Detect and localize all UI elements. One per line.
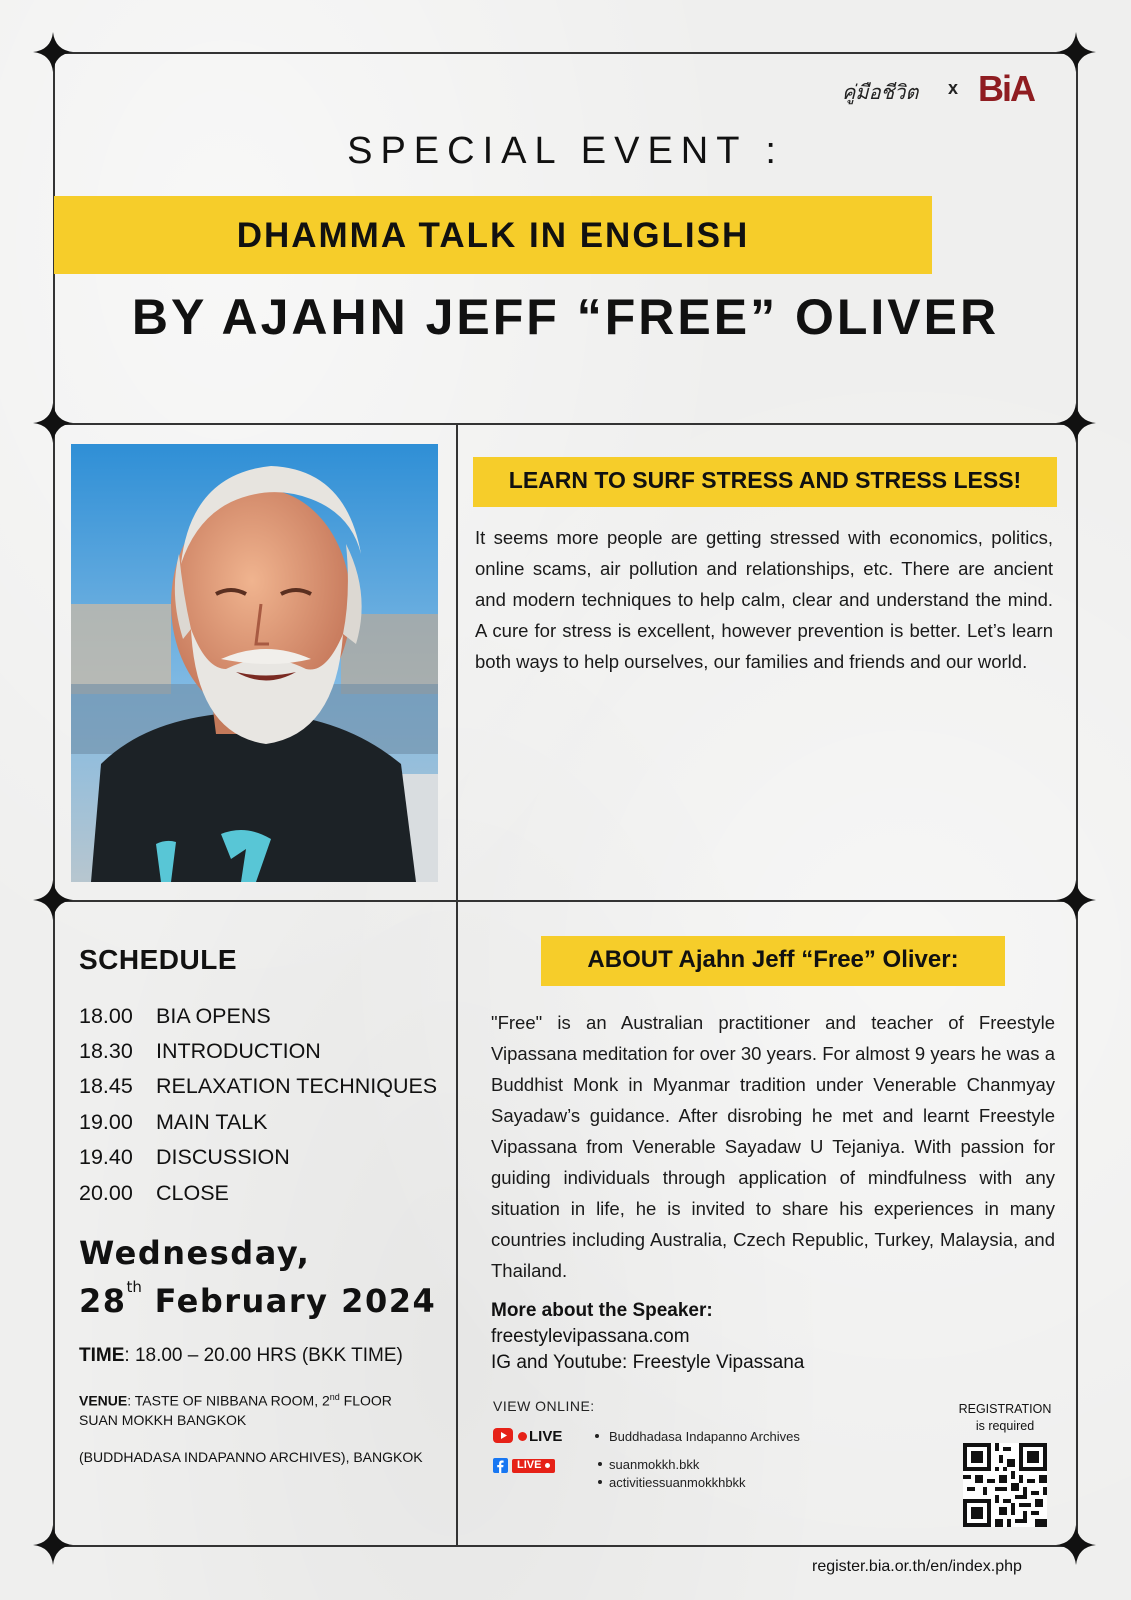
learn-body: It seems more people are getting stressed with economics, politics, online scams, air pollution and relationships, etc. There are ancient and modern techniques to help calm, clear and understand the mind. A cure for stress is excellent, however prevention is better. Let’s learn both ways to help ourselves, our families and friends and our world.: [475, 527, 1053, 672]
sparkle-star-icon: [33, 1525, 73, 1565]
sparkle-star-icon: [1056, 1525, 1096, 1565]
sparkle-star-icon: [1056, 403, 1096, 443]
sparkle-star-icon: [33, 403, 73, 443]
event-month-year: February 2024: [154, 1282, 437, 1320]
schedule-time: 20.00: [79, 1181, 133, 1205]
venue-line-1: [79, 1392, 392, 1409]
bullet-icon: [598, 1462, 602, 1466]
venue-value-2: FLOOR: [339, 1392, 392, 1409]
bullet-icon: [598, 1480, 602, 1484]
speaker-byline: BY AJAHN JEFF “FREE” OLIVER: [131, 289, 1000, 345]
more-about-heading: More about the Speaker:: [491, 1300, 713, 1321]
schedule-time: 18.45: [79, 1074, 133, 1098]
schedule-item: [79, 1181, 229, 1206]
about-heading-box: [541, 936, 1005, 986]
title-banner: [54, 196, 932, 274]
sparkle-star-icon: [33, 880, 73, 920]
schedule-label: BIA OPENS: [156, 1004, 271, 1028]
live-dot-icon: [545, 1463, 550, 1468]
sparkle-star-icon: [33, 32, 73, 72]
facebook-icon: [493, 1458, 508, 1473]
venue-floor-suffix: nd: [329, 1392, 340, 1402]
event-weekday: Wednesday,: [79, 1234, 311, 1272]
bia-logo: BiA: [978, 68, 1034, 109]
schedule-label: RELAXATION TECHNIQUES: [156, 1074, 438, 1098]
schedule-label: INTRODUCTION: [156, 1039, 321, 1063]
about-body: "Free" is an Australian practitioner and teacher of Freestyle Vipassana meditation for over 30 years. For almost 9 years he was a Buddhist Monk in Myanmar tradition under Venerable Chanmyay Sayadaw’s guidance. After disrobing he met and learnt Freestyle Vipassana from Venerable Sayadaw U Tejaniya. With passion for guiding individuals through application of mindfulness with any situation in life, he is invited to share his experiences in many countries including Australia, Czech Republic, Turkey, Malaysia, and Thailand.: [491, 1012, 1055, 1281]
partner-separator: x: [948, 78, 959, 98]
frame-line-3: [53, 900, 1076, 902]
schedule-heading: SCHEDULE: [79, 944, 238, 975]
bullet-icon: [595, 1434, 599, 1438]
schedule-label: DISCUSSION: [156, 1145, 290, 1169]
website-link[interactable]: freestylevipassana.com: [491, 1326, 690, 1347]
social-line: IG and Youtube: Freestyle Vipassana: [491, 1352, 805, 1373]
schedule-time: 18.30: [79, 1039, 133, 1063]
schedule-label: CLOSE: [156, 1181, 229, 1205]
schedule-time: 18.00: [79, 1004, 133, 1028]
frame-top-line: [53, 52, 1076, 54]
event-time: [79, 1345, 403, 1367]
view-online-label: VIEW ONLINE:: [493, 1398, 595, 1414]
registration-line-2: is required: [975, 1419, 1035, 1433]
facebook-live-label: LIVE: [517, 1459, 542, 1471]
youtube-icon: [493, 1428, 513, 1443]
schedule-item: [79, 1145, 290, 1170]
frame-middle-line: [456, 423, 458, 1545]
sparkle-star-icon: [1056, 880, 1096, 920]
frame-right-line: [1076, 52, 1078, 1546]
learn-heading: LEARN TO SURF STRESS AND STRESS LESS!: [508, 467, 1022, 493]
registration-url[interactable]: register.bia.or.th/en/index.php: [812, 1558, 1022, 1575]
event-day: 28: [79, 1282, 127, 1320]
facebook-page: suanmokkh.bkk: [609, 1457, 700, 1472]
speaker-photo: [71, 444, 438, 882]
venue-label: VENUE: [79, 1392, 128, 1409]
registration-note: [945, 1401, 1065, 1435]
schedule-time: 19.00: [79, 1110, 133, 1134]
about-heading: ABOUT Ajahn Jeff “Free” Oliver:: [587, 946, 959, 973]
special-event-heading: SPECIAL EVENT :: [347, 130, 784, 172]
live-dot-icon: [518, 1432, 527, 1441]
event-date: [79, 1278, 436, 1320]
facebook-live-badge: [512, 1459, 555, 1473]
frame-line-2: [53, 423, 1076, 425]
youtube-channel-name: Buddhadasa Indapanno Archives: [609, 1429, 800, 1444]
learn-heading-box: [473, 457, 1057, 507]
registration-line-1: REGISTRATION: [958, 1402, 1052, 1416]
time-label: TIME: [79, 1345, 125, 1366]
youtube-live-label: LIVE: [529, 1428, 563, 1445]
event-day-suffix: th: [126, 1278, 142, 1296]
schedule-label: MAIN TALK: [156, 1110, 268, 1134]
venue-line-3: (BUDDHADASA INDAPANNO ARCHIVES), BANGKOK: [79, 1449, 423, 1465]
venue-value: : TASTE OF NIBBANA ROOM, 2: [127, 1392, 330, 1409]
sparkle-star-icon: [1056, 32, 1096, 72]
frame-bottom-line: [53, 1545, 1076, 1547]
banner-title: DHAMMA TALK IN ENGLISH: [236, 216, 750, 255]
registration-qr-code[interactable]: [963, 1443, 1047, 1527]
frame-left-line: [53, 52, 55, 1546]
venue-line-2: SUAN MOKKH BANGKOK: [79, 1412, 247, 1428]
schedule-item: [79, 1110, 268, 1135]
schedule-item: [79, 1004, 271, 1029]
schedule-item: [79, 1039, 321, 1064]
schedule-time: 19.40: [79, 1145, 133, 1169]
schedule-item: [79, 1074, 437, 1099]
time-value: : 18.00 – 20.00 HRS (BKK TIME): [124, 1345, 403, 1366]
partner-logo: คู่มือชีวิต: [842, 80, 919, 104]
facebook-page: activitiessuanmokkhbkk: [609, 1475, 746, 1490]
